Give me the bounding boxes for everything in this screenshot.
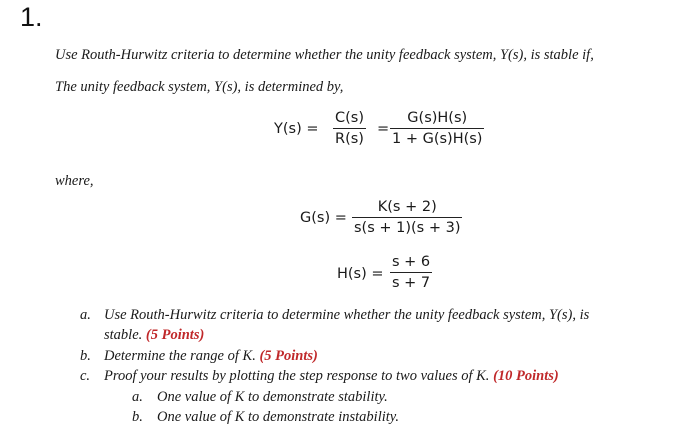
part-b-points: (5 Points) — [259, 348, 318, 364]
g-lhs: G(s) = — [300, 210, 347, 226]
y-frac2-denominator: 1 + G(s)H(s) — [392, 131, 483, 147]
g-denominator: s(s + 1)(s + 3) — [354, 220, 461, 236]
g-fraction — [352, 199, 462, 236]
part-a-label: a. — [80, 307, 91, 323]
y-fraction-2 — [390, 110, 484, 147]
intro-line-2: The unity feedback system, Y(s), is determined by, — [55, 79, 344, 95]
h-numerator: s + 6 — [392, 254, 431, 270]
part-a-text: stable. — [104, 327, 143, 343]
subpart-a-text: One value of K to demonstrate stability. — [157, 389, 388, 405]
subpart-b-label: b. — [132, 409, 143, 425]
part-b-line — [104, 348, 318, 365]
y-frac1-denominator: R(s) — [335, 131, 364, 147]
part-a-text-line2 — [104, 327, 204, 344]
y-frac2-numerator: G(s)H(s) — [407, 110, 468, 126]
part-c-text: Proof your results by plotting the step response to two values of K. — [104, 368, 490, 384]
subpart-b-text: One value of K to demonstrate instability. — [157, 409, 400, 425]
part-a-text-line1: Use Routh-Hurwitz criteria to determine whether the unity feedback system, Y(s), is — [104, 307, 590, 323]
where-label: where, — [55, 173, 94, 189]
subpart-a-label: a. — [132, 389, 143, 405]
y-eq-sign: = — [377, 121, 390, 137]
y-frac1-numerator: C(s) — [335, 110, 364, 126]
part-b-label: b. — [80, 348, 91, 364]
part-b-text: Determine the range of K. — [104, 348, 256, 364]
part-c-points: (10 Points) — [493, 368, 559, 384]
part-c-label: c. — [80, 368, 91, 384]
h-denominator: s + 7 — [392, 275, 431, 291]
intro-line-1: Use Routh-Hurwitz criteria to determine whether the unity feedback system, Y(s), is stable if, — [55, 47, 594, 63]
h-fraction — [390, 254, 432, 291]
h-lhs: H(s) = — [337, 266, 384, 282]
part-c-line — [104, 368, 559, 385]
part-a-points: (5 Points) — [145, 327, 205, 343]
y-lhs: Y(s) = — [274, 121, 319, 137]
g-numerator: K(s + 2) — [377, 199, 437, 215]
y-fraction-1 — [333, 110, 366, 147]
question-number: 1. — [20, 2, 43, 32]
